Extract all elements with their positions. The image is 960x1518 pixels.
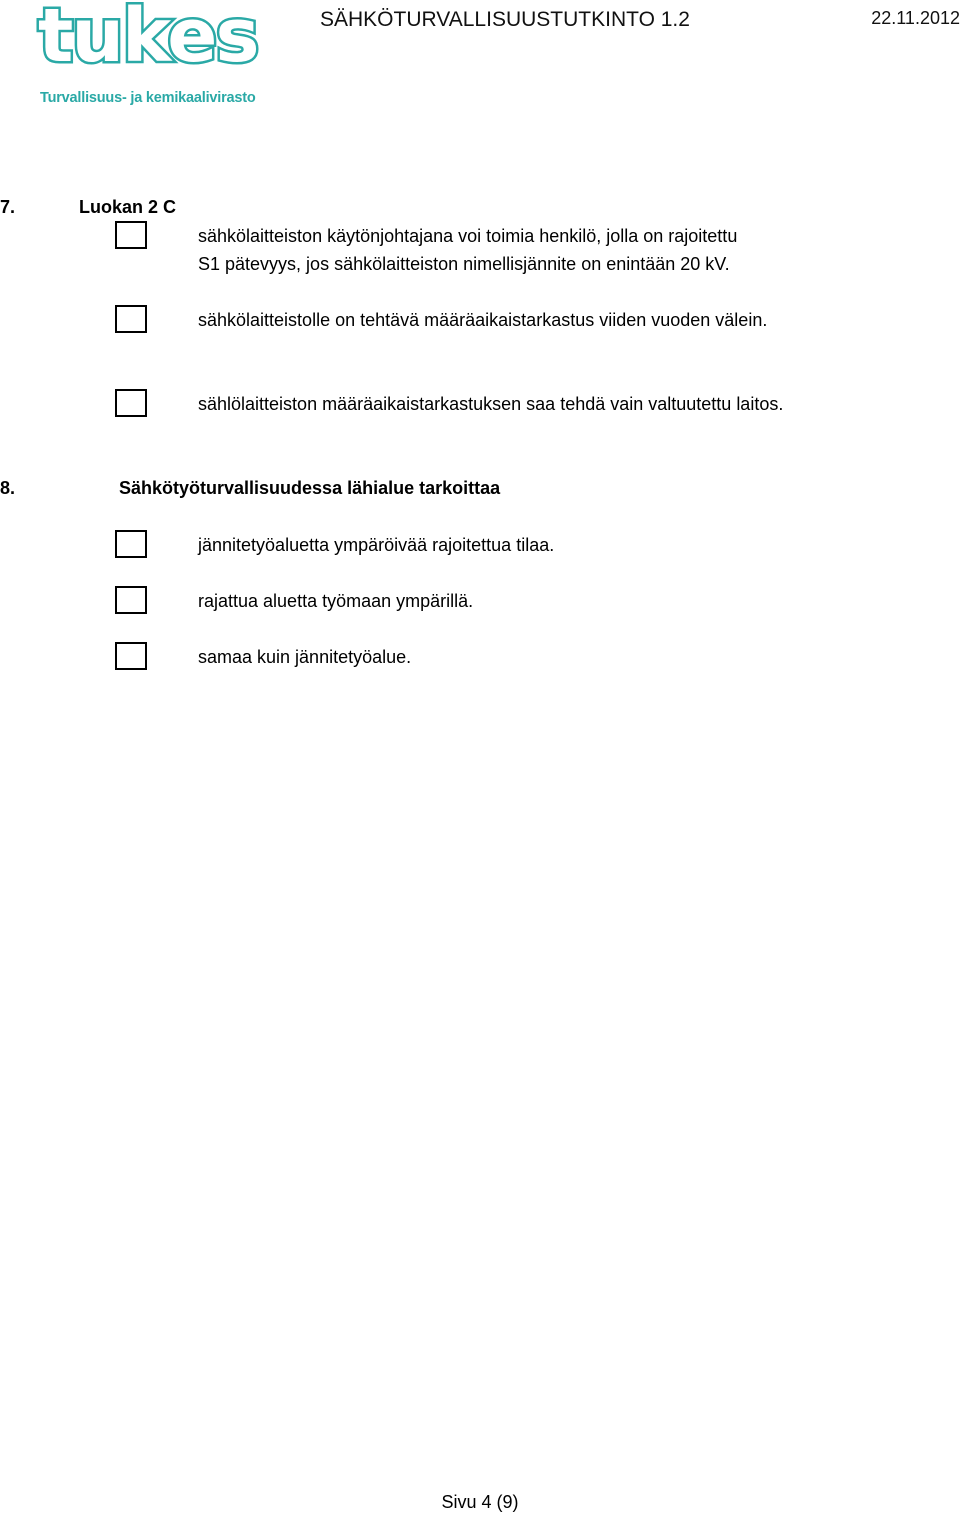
question-8-option-3-text: samaa kuin jännitetyöalue.: [198, 647, 412, 667]
document-date: 22.11.2012: [871, 8, 960, 28]
question-8-option-3-checkbox[interactable]: [115, 642, 147, 670]
question-8-option-2-text: rajattua aluetta työmaan ympärillä.: [198, 591, 474, 611]
question-7-option-1-line-2: S1 pätevyys, jos sähkölaitteiston nimellisjännite on enintään 20 kV.: [198, 254, 730, 274]
question-8-title: Sähkötyöturvallisuudessa lähialue tarkoittaa: [119, 478, 501, 498]
logo-tagline: Turvallisuus- ja kemikaalivirasto: [40, 90, 256, 106]
document-title: SÄHKÖTURVALLISUUSTUTKINTO 1.2: [320, 8, 690, 31]
question-7-number: 7.: [0, 197, 16, 217]
question-8-option-2-checkbox[interactable]: [115, 586, 147, 614]
question-7-title: Luokan 2 C: [79, 197, 177, 217]
question-7-option-2-text: sähkölaitteistolle on tehtävä määräaikaistarkastus viiden vuoden välein.: [198, 310, 768, 330]
tukes-logo: [38, 0, 278, 110]
question-8-option-1-text: jännitetyöaluetta ympäröivää rajoitettua tilaa.: [198, 535, 555, 555]
question-7-option-1-line-1: sähkölaitteiston käytönjohtajana voi toimia henkilö, jolla on rajoitettu: [198, 226, 738, 246]
question-8-number: 8.: [0, 478, 16, 498]
question-8-option-1-checkbox[interactable]: [115, 530, 147, 558]
question-7-option-3-checkbox[interactable]: [115, 389, 147, 417]
question-7-option-3-text: sählölaitteiston määräaikaistarkastuksen saa tehdä vain valtuutettu laitos.: [198, 394, 784, 414]
question-7-option-1-text: [198, 222, 737, 278]
page-number: Sivu 4 (9): [441, 1492, 519, 1512]
question-7-option-1-checkbox[interactable]: [115, 221, 147, 249]
question-7-option-2-checkbox[interactable]: [115, 305, 147, 333]
logo-wordmark: tukes: [38, 0, 258, 79]
